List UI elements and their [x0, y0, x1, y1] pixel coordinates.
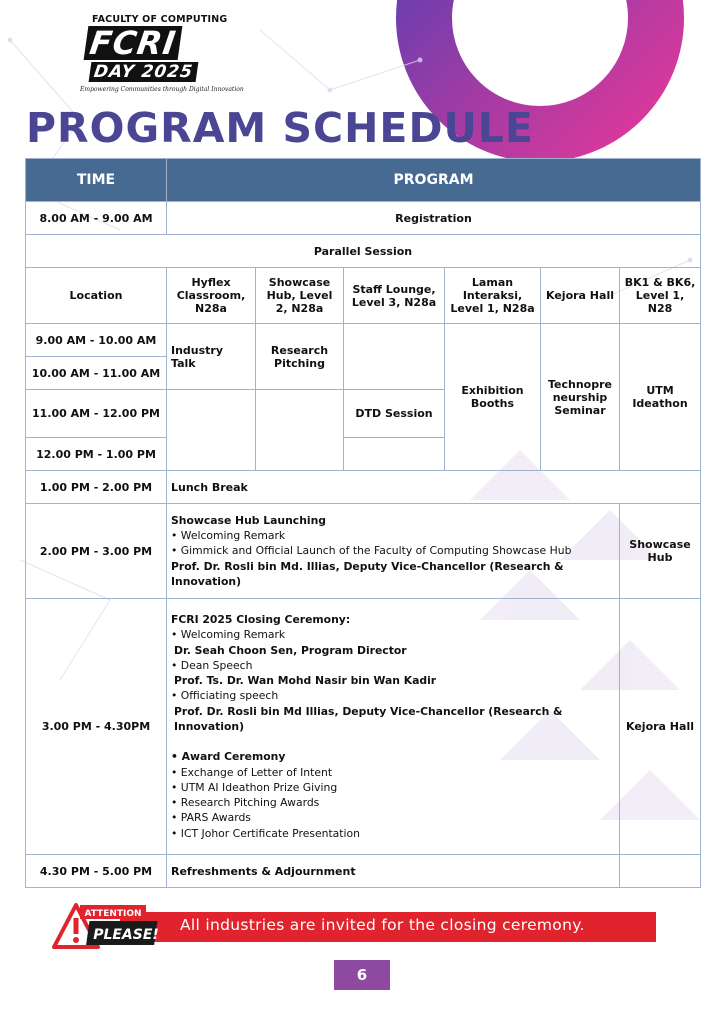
- time-cell: 9.00 AM - 10.00 AM: [26, 324, 167, 357]
- location-staff-lounge: Staff Lounge, Level 3, N28a: [344, 268, 445, 324]
- badge-top-text: ATTENTION: [84, 909, 142, 919]
- list-item: • Dean Speech: [171, 658, 253, 672]
- list-item: • Officiating speech: [171, 689, 279, 703]
- location-hyflex: Hyflex Classroom, N28a: [167, 268, 256, 324]
- session-utm-ideathon: UTM Ideathon: [620, 324, 701, 471]
- speaker-name: Prof. Dr. Rosli bin Md Illias, Deputy Vice-Chancellor (Research & Innovation): [174, 704, 563, 733]
- attention-badge: [52, 903, 164, 951]
- time-cell: 2.00 PM - 3.00 PM: [26, 504, 167, 599]
- logo-day-text: DAY 2025: [89, 62, 199, 82]
- location-row: [26, 268, 701, 324]
- table-row: [26, 202, 701, 235]
- logo-main-text: FCRI: [84, 26, 183, 60]
- list-item: • Exchange of Letter of Intent: [171, 765, 333, 779]
- empty-cell: [620, 855, 701, 888]
- speaker-name: Prof. Ts. Dr. Wan Mohd Nasir bin Wan Kadir: [174, 674, 437, 688]
- notice-text: All industries are invited for the closing ceremony.: [180, 916, 585, 934]
- time-cell: 4.30 PM - 5.00 PM: [26, 855, 167, 888]
- showcase-title: Showcase Hub Launching: [171, 513, 326, 527]
- list-item: • PARS Awards: [171, 811, 251, 825]
- empty-cell: [167, 390, 256, 471]
- time-cell: 8.00 AM - 9.00 AM: [26, 202, 167, 235]
- venue-cell: Kejora Hall: [620, 599, 701, 855]
- list-item: • ICT Johor Certificate Presentation: [171, 826, 360, 840]
- badge-bottom-text: PLEASE!: [93, 927, 159, 943]
- session-technopreneurship: Technopre neurship Seminar: [541, 324, 620, 471]
- list-item: • UTM AI Ideathon Prize Giving: [171, 780, 338, 794]
- location-bk1-bk6: BK1 & BK6, Level 1, N28: [620, 268, 701, 324]
- venue-cell: Showcase Hub: [620, 504, 701, 599]
- program-detail-cell: [167, 599, 620, 855]
- time-cell: 1.00 PM - 2.00 PM: [26, 471, 167, 504]
- list-item: • Gimmick and Official Launch of the Faculty of Computing Showcase Hub: [171, 544, 572, 558]
- logo-tagline: Empowering Communities through Digital Innovation: [80, 86, 244, 93]
- speaker-name: Prof. Dr. Rosli bin Md. Illias, Deputy Vice-Chancellor (Research & Innovation): [171, 559, 564, 588]
- time-cell: 12.00 PM - 1.00 PM: [26, 438, 167, 471]
- closing-title: FCRI 2025 Closing Ceremony:: [171, 612, 351, 626]
- logo-faculty-text: FACULTY OF COMPUTING: [92, 14, 228, 25]
- table-row: [26, 504, 701, 599]
- page-title: PROGRAM SCHEDULE: [26, 104, 534, 152]
- table-row: [26, 235, 701, 268]
- session-dtd: DTD Session: [344, 390, 445, 438]
- page-number: 6: [334, 960, 390, 990]
- table-row: [26, 599, 701, 855]
- program-cell: Lunch Break: [167, 471, 701, 504]
- list-item: • Welcoming Remark: [171, 628, 286, 642]
- time-cell: 3.00 PM - 4.30PM: [26, 599, 167, 855]
- table-header-row: [26, 159, 701, 202]
- location-label: Location: [26, 268, 167, 324]
- header-time: TIME: [26, 159, 167, 202]
- time-cell: 10.00 AM - 11.00 AM: [26, 357, 167, 390]
- table-row: [26, 324, 701, 357]
- session-research-pitching: Research Pitching: [256, 324, 344, 390]
- schedule-table: [25, 158, 701, 888]
- empty-cell: [344, 438, 445, 471]
- program-cell: Registration: [167, 202, 701, 235]
- list-item: • Award Ceremony: [171, 750, 286, 764]
- session-industry-talk: Industry Talk: [167, 324, 256, 390]
- empty-cell: [256, 390, 344, 471]
- session-exhibition-booths: Exhibition Booths: [445, 324, 541, 471]
- header-program: PROGRAM: [167, 159, 701, 202]
- table-row: [26, 471, 701, 504]
- location-kejora-hall: Kejora Hall: [541, 268, 620, 324]
- parallel-session-cell: Parallel Session: [26, 235, 701, 268]
- fcri-day-logo: [80, 14, 244, 98]
- program-cell: Refreshments & Adjournment: [167, 855, 620, 888]
- location-showcase-hub: Showcase Hub, Level 2, N28a: [256, 268, 344, 324]
- list-item: • Research Pitching Awards: [171, 796, 320, 810]
- list-item: • Welcoming Remark: [171, 529, 286, 543]
- program-detail-cell: [167, 504, 620, 599]
- speaker-name: Dr. Seah Choon Sen, Program Director: [174, 643, 407, 657]
- time-cell: 11.00 AM - 12.00 PM: [26, 390, 167, 438]
- empty-cell: [344, 324, 445, 390]
- location-laman-interaksi: Laman Interaksi, Level 1, N28a: [445, 268, 541, 324]
- table-row: [26, 855, 701, 888]
